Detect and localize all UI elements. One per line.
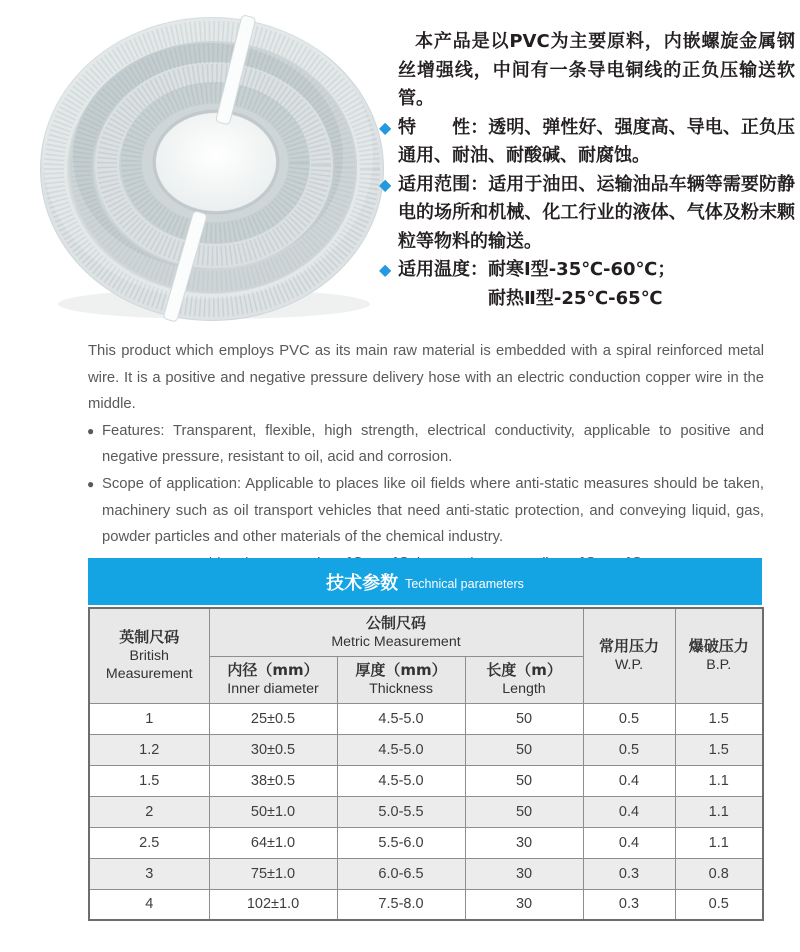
table-row (89, 734, 763, 765)
table-cell: 3 (89, 858, 209, 889)
col-header-length (465, 656, 583, 703)
table-cell: 5.5-6.0 (337, 827, 465, 858)
col-header-length-cn: 长度（m） (486, 661, 562, 679)
table-cell: 0.3 (583, 858, 675, 889)
cn-features-text: 特 性：透明、弹性好、强度高、导电、正负压通用、耐油、耐酸碱、耐腐蚀。 (398, 116, 795, 166)
cn-temperature-item (381, 256, 795, 313)
table-cell: 4 (89, 889, 209, 920)
table-cell: 38±0.5 (209, 765, 337, 796)
dot-bullet-icon: ● (87, 476, 95, 491)
table-cell: 30±0.5 (209, 734, 337, 765)
table-cell: 30 (465, 889, 583, 920)
english-description (88, 338, 764, 577)
col-header-inner-en: Inner diameter (227, 681, 319, 697)
table-cell: 64±1.0 (209, 827, 337, 858)
table-cell: 30 (465, 827, 583, 858)
table-cell: 1 (89, 703, 209, 734)
table-cell: 50 (465, 765, 583, 796)
table-cell: 50 (465, 703, 583, 734)
table-cell: 4.5-5.0 (337, 765, 465, 796)
col-header-bp-en: B.P. (706, 657, 732, 674)
table-cell: 6.0-6.5 (337, 858, 465, 889)
table-cell: 4.5-5.0 (337, 734, 465, 765)
table-cell: 102±1.0 (209, 889, 337, 920)
cn-features-item (381, 114, 795, 171)
table-cell: 1.1 (675, 796, 763, 827)
table-cell: 1.5 (89, 765, 209, 796)
en-scope-text: Scope of application: Applicable to places like oil fields where anti-static measures should be taken, machinery such as oil transport vehicles that need anti-static protection, and conveying liquid, gas, powder particles and other materials of the chemical industry. (102, 475, 764, 546)
table-cell: 4.5-5.0 (337, 703, 465, 734)
cn-scope-item (381, 171, 795, 257)
table-cell: 1.5 (675, 734, 763, 765)
col-header-inner-diameter (209, 656, 337, 703)
col-header-british-cn: 英制尺码 (119, 628, 180, 647)
table-cell: 1.1 (675, 827, 763, 858)
table-row (89, 765, 763, 796)
table-row (89, 858, 763, 889)
dot-bullet-icon: ● (87, 423, 95, 438)
table-cell: 1.2 (89, 734, 209, 765)
chinese-description (381, 28, 795, 313)
table-row (89, 889, 763, 920)
col-header-british-en: British Measurement (105, 648, 193, 683)
table-cell: 0.8 (675, 858, 763, 889)
table-cell: 0.3 (583, 889, 675, 920)
technical-parameters-section (88, 558, 762, 921)
table-cell: 1.1 (675, 765, 763, 796)
table-row (89, 703, 763, 734)
cn-temperature-line2: 耐热Ⅱ型-25℃-65℃ (488, 287, 663, 309)
product-photo (22, 6, 394, 328)
table-title-bar (88, 558, 762, 605)
table-cell: 0.4 (583, 765, 675, 796)
table-title-cn: 技术参数 (326, 572, 399, 594)
table-cell: 5.0-5.5 (337, 796, 465, 827)
col-header-inner-cn: 内径（mm） (227, 661, 319, 679)
table-cell: 50 (465, 734, 583, 765)
table-cell: 0.5 (583, 734, 675, 765)
table-cell: 7.5-8.0 (337, 889, 465, 920)
col-header-bp (675, 608, 763, 703)
cn-scope-text: 适用范围：适用于油田、运输油品车辆等需要防静电的场所和机械、化工行业的液体、气体及粉末颗粒等物料的输送。 (398, 173, 795, 252)
en-features-item (88, 418, 764, 471)
col-header-bp-cn: 爆破压力 (688, 637, 749, 656)
table-row (89, 796, 763, 827)
col-header-thickness-cn: 厚度（mm） (355, 661, 447, 679)
diamond-bullet-icon: ◆ (379, 174, 392, 194)
table-cell: 50 (465, 796, 583, 827)
diamond-bullet-icon: ◆ (379, 260, 392, 279)
coil-hole (156, 113, 276, 211)
table-cell: 50±1.0 (209, 796, 337, 827)
col-header-british (89, 608, 209, 703)
en-intro-paragraph: This product which employs PVC as its main raw material is embedded with a spiral reinforced metal wire. It is a positive and negative pressure delivery hose with an electric conduction copper wire in the middle. (88, 343, 764, 413)
en-scope-item (88, 471, 764, 551)
hose-coil-illustration (22, 6, 394, 328)
table-cell: 2.5 (89, 827, 209, 858)
table-cell: 0.5 (675, 889, 763, 920)
col-header-metric-en: Metric Measurement (331, 633, 461, 650)
table-cell: 25±0.5 (209, 703, 337, 734)
col-header-wp (583, 608, 675, 703)
col-header-metric-group (209, 608, 583, 656)
cn-temperature-line1: 适用温度：耐寒Ⅰ型-35℃-60℃； (398, 259, 676, 280)
cn-intro-paragraph: 本产品是以PVC为主要原料，内嵌螺旋金属钢丝增强线，中间有一条导电铜线的正负压输送软管。 (398, 31, 795, 109)
col-header-wp-cn: 常用压力 (599, 637, 660, 656)
en-features-text: Features: Transparent, flexible, high strength, electrical conductivity, applicable to positive and negative pressure, resistant to oil, acid and corrosion. (102, 422, 764, 466)
col-header-wp-en: W.P. (614, 657, 644, 674)
table-cell: 0.5 (583, 703, 675, 734)
table-row (89, 827, 763, 858)
table-cell: 75±1.0 (209, 858, 337, 889)
table-cell: 2 (89, 796, 209, 827)
table-cell: 1.5 (675, 703, 763, 734)
col-header-thickness-en: Thickness (369, 681, 433, 697)
col-header-length-en: Length (502, 681, 546, 697)
table-cell: 0.4 (583, 796, 675, 827)
table-title-en: Technical parameters (405, 576, 524, 591)
table-body (89, 703, 763, 920)
table-cell: 30 (465, 858, 583, 889)
diamond-bullet-icon: ◆ (379, 117, 392, 137)
col-header-thickness (337, 656, 465, 703)
parameters-table (88, 607, 764, 921)
col-header-metric-cn: 公制尺码 (366, 613, 427, 632)
table-cell: 0.4 (583, 827, 675, 858)
